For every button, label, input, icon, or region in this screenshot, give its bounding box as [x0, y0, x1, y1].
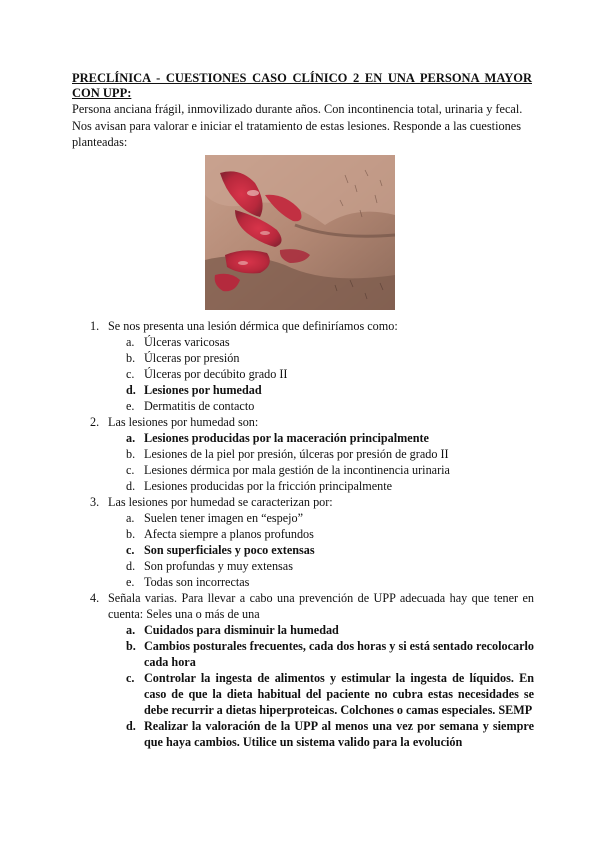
option-4c [72, 670, 534, 718]
option-letter: d. [126, 383, 136, 397]
question-4 [72, 590, 534, 622]
option-text: Son superficiales y poco extensas [144, 543, 315, 557]
option-3e [72, 574, 534, 590]
question-number: 1. [90, 319, 100, 333]
option-letter: a. [126, 431, 136, 445]
option-letter: e. [126, 399, 135, 413]
option-4a [72, 622, 534, 638]
case-intro [72, 101, 534, 151]
option-2a [72, 430, 534, 446]
option-letter: e. [126, 575, 135, 589]
question-text: Las lesiones por humedad son: [108, 415, 259, 429]
option-1b [72, 350, 534, 366]
question-list [72, 318, 534, 750]
option-letter: d. [126, 559, 136, 573]
option-text: Cambios posturales frecuentes, cada dos horas y si está sentado recolocarlo cada hora [144, 639, 534, 669]
option-text: Lesiones producidas por la fricción principalmente [144, 479, 393, 493]
question-number: 4. [90, 591, 100, 605]
option-1d [72, 382, 534, 398]
intro-line-2: Nos avisan para valorar e iniciar el tratamiento de estas lesiones. Responde a las cuestiones planteadas: [72, 118, 522, 149]
option-text: Lesiones de la piel por presión, úlceras por presión de grado II [144, 447, 449, 461]
option-text: Úlceras varicosas [144, 335, 230, 349]
option-3c [72, 542, 534, 558]
option-text: Dermatitis de contacto [144, 399, 255, 413]
option-2d [72, 478, 534, 494]
option-text: Úlceras por presión [144, 351, 240, 365]
question-text: Señala varias. Para llevar a cabo una prevención de UPP adecuada hay que tener en cuenta: Seles una o más de una [108, 591, 534, 621]
option-letter: c. [126, 543, 135, 557]
question-1 [72, 318, 534, 334]
option-2b [72, 446, 534, 462]
question-number: 2. [90, 415, 100, 429]
option-letter: b. [126, 447, 136, 461]
option-text: Lesiones por humedad [144, 383, 262, 397]
option-text: Úlceras por decúbito grado II [144, 367, 288, 381]
option-3a [72, 510, 534, 526]
wound-photo [205, 155, 395, 310]
option-4b [72, 638, 534, 670]
option-text: Son profundas y muy extensas [144, 559, 293, 573]
option-text: Lesiones producidas por la maceración principalmente [144, 431, 429, 445]
option-letter: b. [126, 639, 136, 653]
option-text: Realizar la valoración de la UPP al menos una vez por semana y siempre que haya cambios. Utilice un sistema valido para la evolución [144, 719, 534, 749]
option-text: Suelen tener imagen en “espejo” [144, 511, 304, 525]
intro-line-1: Persona anciana frágil, inmovilizado durante años. Con incontinencia total, urinaria y fecal. [72, 102, 523, 116]
option-letter: d. [126, 479, 136, 493]
option-2c [72, 462, 534, 478]
option-1a [72, 334, 534, 350]
question-number: 3. [90, 495, 100, 509]
option-1c [72, 366, 534, 382]
option-letter: a. [126, 335, 135, 349]
option-letter: c. [126, 671, 135, 685]
option-letter: a. [126, 623, 136, 637]
option-letter: c. [126, 463, 135, 477]
option-letter: b. [126, 527, 136, 541]
option-letter: d. [126, 719, 136, 733]
question-text: Se nos presenta una lesión dérmica que definiríamos como: [108, 319, 398, 333]
option-letter: b. [126, 351, 136, 365]
question-2 [72, 414, 534, 430]
option-text: Lesiones dérmica por mala gestión de la incontinencia urinaria [144, 463, 450, 477]
question-text: Las lesiones por humedad se caracterizan por: [108, 495, 333, 509]
option-text: Controlar la ingesta de alimentos y estimular la ingesta de líquidos. En caso de que la dieta habitual del paciente no cubra estas necesidades se debe recurrir a dietas hiperproteicas. Colchones o camas especiales. SEMP [144, 671, 534, 717]
document-title: PRECLÍNICA - CUESTIONES CASO CLÍNICO 2 EN UNA PERSONA MAYOR CON UPP: [72, 71, 532, 100]
option-letter: c. [126, 367, 135, 381]
option-1e [72, 398, 534, 414]
option-3d [72, 558, 534, 574]
option-3b [72, 526, 534, 542]
option-text: Todas son incorrectas [144, 575, 250, 589]
option-text: Cuidados para disminuir la humedad [144, 623, 339, 637]
option-4d [72, 718, 534, 750]
option-letter: a. [126, 511, 135, 525]
question-3 [72, 494, 534, 510]
option-text: Afecta siempre a planos profundos [144, 527, 314, 541]
